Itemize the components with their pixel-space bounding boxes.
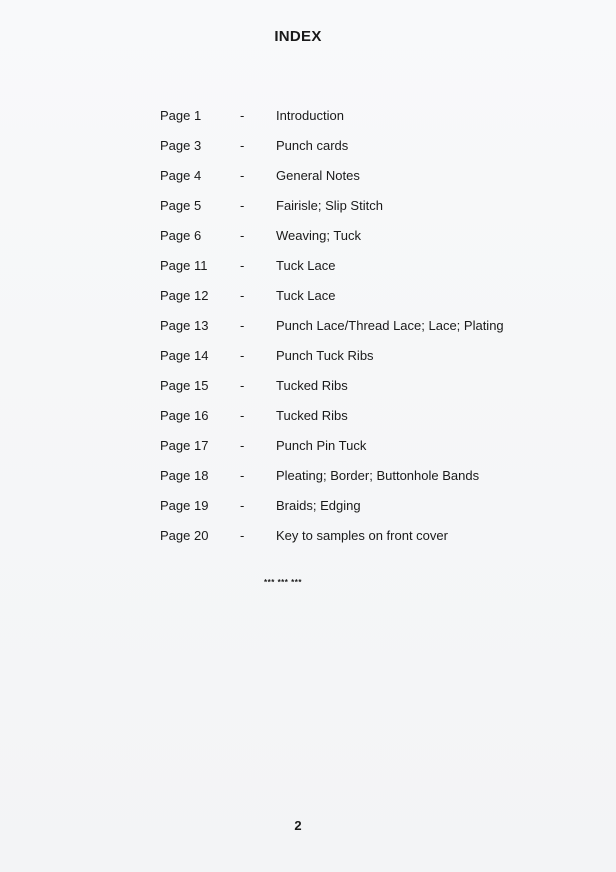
- index-dash: -: [240, 137, 245, 153]
- index-entry: [160, 430, 504, 460]
- index-entry: [160, 400, 504, 430]
- index-dash: -: [240, 257, 245, 273]
- index-topic: General Notes: [276, 167, 360, 183]
- index-page-ref: Page 5: [160, 197, 202, 213]
- index-dash: -: [240, 167, 245, 183]
- index-page-ref: Page 19: [160, 497, 209, 513]
- index-topic: Fairisle; Slip Stitch: [276, 197, 383, 213]
- index-entry: [160, 130, 504, 160]
- index-topic: Tucked Ribs: [276, 377, 348, 393]
- index-topic: Punch Lace/Thread Lace; Lace; Plating: [276, 317, 504, 333]
- index-entry: [160, 160, 504, 190]
- index-dash: -: [240, 437, 245, 453]
- page-title: INDEX: [274, 28, 322, 45]
- index-dash: -: [240, 197, 245, 213]
- index-entry: [160, 370, 504, 400]
- index-topic: Tucked Ribs: [276, 407, 348, 423]
- index-dash: -: [240, 287, 245, 303]
- index-topic: Pleating; Border; Buttonhole Bands: [276, 467, 480, 483]
- index-page-ref: Page 4: [160, 167, 202, 183]
- index-entry: [160, 250, 504, 280]
- index-page-ref: Page 11: [160, 257, 208, 273]
- index-page-ref: Page 6: [160, 227, 202, 243]
- index-entry: [160, 100, 504, 130]
- index-page-ref: Page 16: [160, 407, 209, 423]
- section-separator: *** *** ***: [264, 578, 302, 587]
- index-entry: [160, 220, 504, 250]
- index-topic: Introduction: [276, 107, 344, 123]
- index-entry: [160, 340, 504, 370]
- page-number: 2: [294, 818, 302, 833]
- index-page-ref: Page 20: [160, 527, 209, 543]
- index-topic: Punch Pin Tuck: [276, 437, 367, 453]
- index-topic: Tuck Lace: [276, 287, 336, 303]
- index-dash: -: [240, 467, 245, 483]
- index-dash: -: [240, 107, 245, 123]
- index-page-ref: Page 17: [160, 437, 209, 453]
- index-page-ref: Page 15: [160, 377, 209, 393]
- index-page-ref: Page 14: [160, 347, 209, 363]
- index-entry: [160, 190, 504, 220]
- index-page-ref: Page 13: [160, 317, 209, 333]
- index-dash: -: [240, 317, 245, 333]
- index-topic: Braids; Edging: [276, 497, 361, 513]
- index-dash: -: [240, 227, 245, 243]
- index-dash: -: [240, 527, 245, 543]
- index-dash: -: [240, 347, 245, 363]
- index-entry: [160, 460, 504, 490]
- index-page-ref: Page 12: [160, 287, 209, 303]
- index-topic: Punch cards: [276, 137, 349, 153]
- index-dash: -: [240, 377, 245, 393]
- index-topic: Key to samples on front cover: [276, 527, 448, 543]
- index-topic: Weaving; Tuck: [276, 227, 362, 243]
- index-entry: [160, 520, 504, 550]
- index-page-ref: Page 18: [160, 467, 209, 483]
- index-page-ref: Page 3: [160, 137, 202, 153]
- index-topic: Punch Tuck Ribs: [276, 347, 374, 363]
- index-page-ref: Page 1: [160, 107, 202, 123]
- index-topic: Tuck Lace: [276, 257, 336, 273]
- index-dash: -: [240, 497, 245, 513]
- index-entry: [160, 310, 504, 340]
- index-list: [160, 100, 504, 550]
- index-dash: -: [240, 407, 245, 423]
- index-entry: [160, 280, 504, 310]
- index-entry: [160, 490, 504, 520]
